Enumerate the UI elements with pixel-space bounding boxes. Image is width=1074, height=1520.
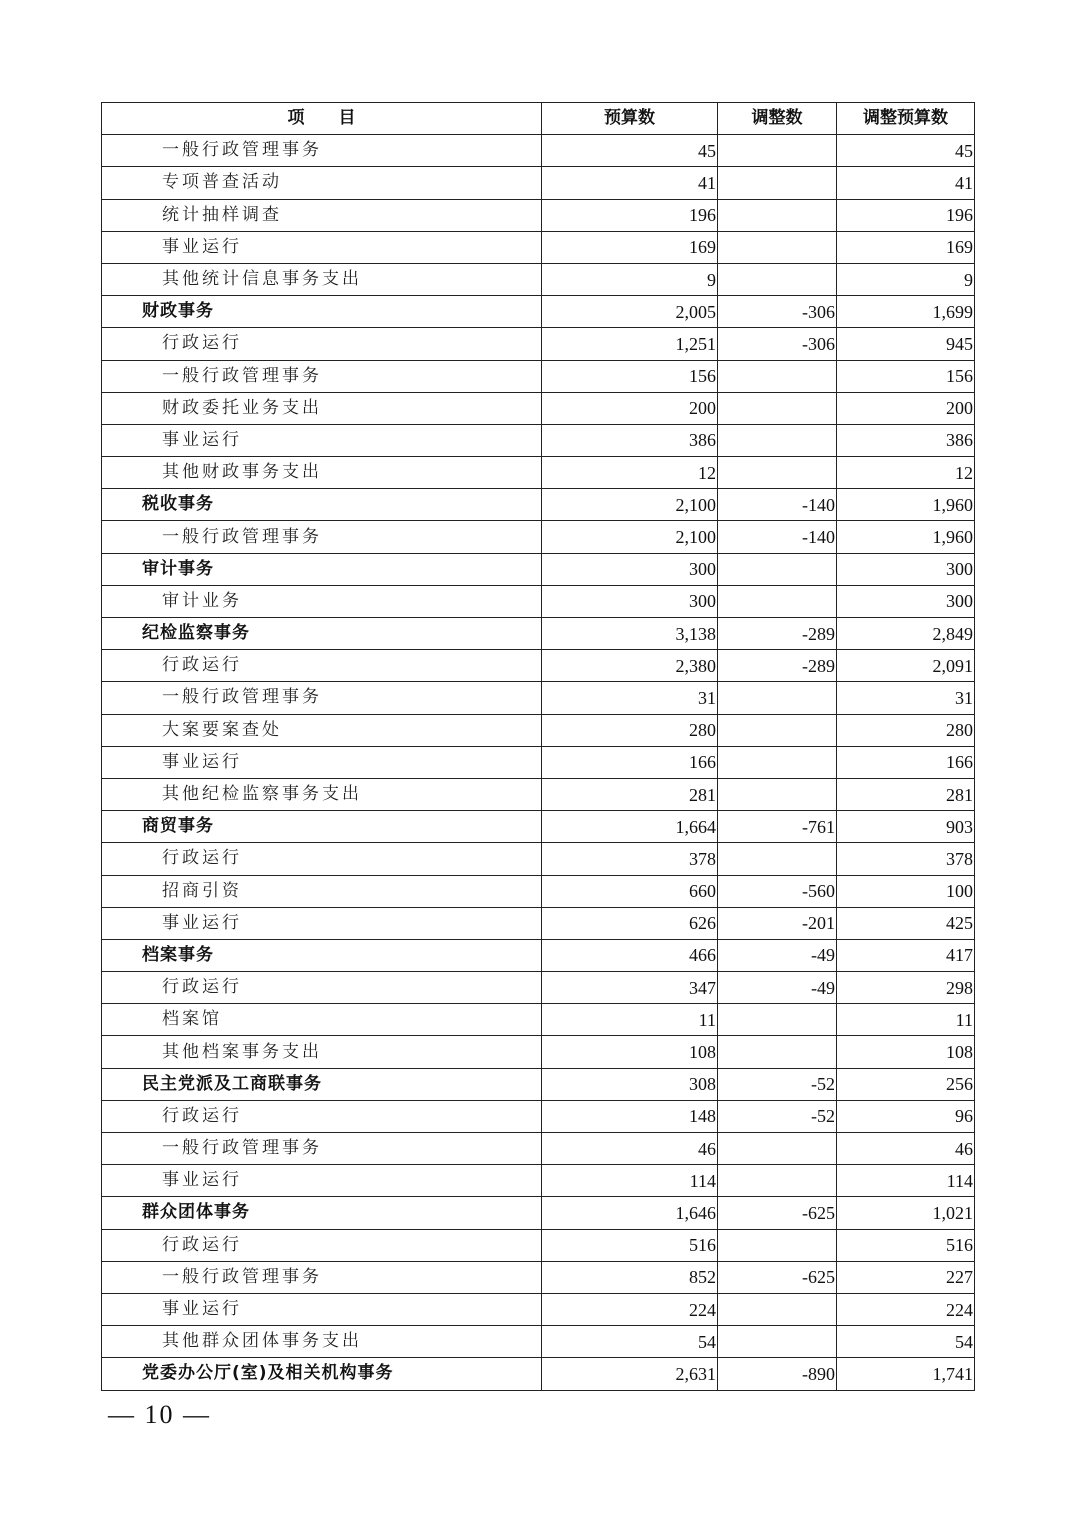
row-item-name: 党委办公厅(室)及相关机构事务: [102, 1358, 542, 1390]
table-row: [102, 778, 975, 810]
table-row: [102, 392, 975, 424]
table-row: [102, 521, 975, 553]
row-adjusted: 378: [837, 843, 975, 875]
row-item-name: 一般行政管理事务: [102, 135, 542, 167]
table-row: [102, 263, 975, 295]
row-adjusted: 256: [837, 1068, 975, 1100]
table-row: [102, 1261, 975, 1293]
row-adjusted: 31: [837, 682, 975, 714]
row-budget: 2,005: [542, 296, 718, 328]
row-adjusted: 1,960: [837, 489, 975, 521]
row-item-name: 行政运行: [102, 972, 542, 1004]
row-adjust: [718, 1004, 837, 1036]
row-item-name: 一般行政管理事务: [102, 682, 542, 714]
row-adjust: [718, 1036, 837, 1068]
row-adjusted: 9: [837, 263, 975, 295]
row-budget: 200: [542, 392, 718, 424]
row-adjusted: 114: [837, 1165, 975, 1197]
row-budget: 852: [542, 1261, 718, 1293]
row-adjusted: 196: [837, 199, 975, 231]
row-adjust: [718, 392, 837, 424]
row-adjust: -761: [718, 811, 837, 843]
table-row: [102, 650, 975, 682]
row-item-name: 税收事务: [102, 489, 542, 521]
row-adjusted: 1,021: [837, 1197, 975, 1229]
row-budget: 300: [542, 553, 718, 585]
row-adjust: -201: [718, 907, 837, 939]
row-adjusted: 903: [837, 811, 975, 843]
budget-table-container: [101, 102, 974, 1391]
row-adjusted: 12: [837, 457, 975, 489]
row-adjust: -49: [718, 939, 837, 971]
header-adjusted: 调整预算数: [837, 103, 975, 135]
row-adjust: [718, 1293, 837, 1325]
table-row: [102, 360, 975, 392]
row-item-name: 事业运行: [102, 746, 542, 778]
row-adjust: [718, 1229, 837, 1261]
row-adjusted: 300: [837, 553, 975, 585]
table-row: [102, 875, 975, 907]
row-adjust: [718, 1133, 837, 1165]
row-adjust: [718, 263, 837, 295]
row-adjust: -625: [718, 1197, 837, 1229]
table-row: [102, 972, 975, 1004]
row-budget: 1,664: [542, 811, 718, 843]
row-adjust: -52: [718, 1100, 837, 1132]
table-header-row: [102, 103, 975, 135]
row-budget: 347: [542, 972, 718, 1004]
row-budget: 169: [542, 231, 718, 263]
table-row: [102, 553, 975, 585]
row-adjust: -289: [718, 618, 837, 650]
row-adjusted: 46: [837, 1133, 975, 1165]
row-budget: 1,251: [542, 328, 718, 360]
row-adjusted: 108: [837, 1036, 975, 1068]
row-budget: 196: [542, 199, 718, 231]
row-adjust: [718, 1165, 837, 1197]
table-row: [102, 1293, 975, 1325]
row-budget: 45: [542, 135, 718, 167]
row-budget: 466: [542, 939, 718, 971]
row-adjust: [718, 714, 837, 746]
table-row: [102, 746, 975, 778]
row-adjust: [718, 199, 837, 231]
row-adjust: [718, 843, 837, 875]
table-row: [102, 907, 975, 939]
table-row: [102, 585, 975, 617]
row-item-name: 商贸事务: [102, 811, 542, 843]
row-item-name: 审计事务: [102, 553, 542, 585]
row-item-name: 一般行政管理事务: [102, 360, 542, 392]
table-row: [102, 1100, 975, 1132]
row-adjusted: 45: [837, 135, 975, 167]
row-adjust: [718, 778, 837, 810]
table-row: [102, 939, 975, 971]
table-row: [102, 296, 975, 328]
table-row: [102, 1326, 975, 1358]
table-row: [102, 424, 975, 456]
row-item-name: 事业运行: [102, 231, 542, 263]
row-adjust: [718, 167, 837, 199]
row-adjusted: 425: [837, 907, 975, 939]
table-row: [102, 231, 975, 263]
table-row: [102, 457, 975, 489]
row-adjusted: 166: [837, 746, 975, 778]
row-item-name: 纪检监察事务: [102, 618, 542, 650]
row-item-name: 专项普查活动: [102, 167, 542, 199]
row-item-name: 财政事务: [102, 296, 542, 328]
table-row: [102, 618, 975, 650]
row-item-name: 大案要案查处: [102, 714, 542, 746]
row-adjust: [718, 553, 837, 585]
table-row: [102, 1133, 975, 1165]
row-item-name: 其他纪检监察事务支出: [102, 778, 542, 810]
table-row: [102, 843, 975, 875]
table-row: [102, 714, 975, 746]
table-row: [102, 1358, 975, 1390]
row-budget: 516: [542, 1229, 718, 1261]
table-row: [102, 811, 975, 843]
row-adjusted: 224: [837, 1293, 975, 1325]
row-adjusted: 200: [837, 392, 975, 424]
table-row: [102, 1197, 975, 1229]
table-row: [102, 1229, 975, 1261]
row-adjust: [718, 1326, 837, 1358]
row-item-name: 一般行政管理事务: [102, 1261, 542, 1293]
table-row: [102, 328, 975, 360]
row-adjusted: 2,091: [837, 650, 975, 682]
row-item-name: 行政运行: [102, 1229, 542, 1261]
row-adjusted: 281: [837, 778, 975, 810]
row-item-name: 档案事务: [102, 939, 542, 971]
row-item-name: 其他统计信息事务支出: [102, 263, 542, 295]
table-row: [102, 199, 975, 231]
row-adjusted: 100: [837, 875, 975, 907]
row-budget: 300: [542, 585, 718, 617]
row-budget: 386: [542, 424, 718, 456]
row-adjusted: 11: [837, 1004, 975, 1036]
row-item-name: 民主党派及工商联事务: [102, 1068, 542, 1100]
row-item-name: 一般行政管理事务: [102, 521, 542, 553]
row-budget: 41: [542, 167, 718, 199]
row-budget: 280: [542, 714, 718, 746]
row-adjusted: 227: [837, 1261, 975, 1293]
row-budget: 46: [542, 1133, 718, 1165]
row-budget: 108: [542, 1036, 718, 1068]
row-adjust: -306: [718, 296, 837, 328]
row-item-name: 行政运行: [102, 650, 542, 682]
row-adjusted: 169: [837, 231, 975, 263]
header-adjust: 调整数: [718, 103, 837, 135]
row-budget: 281: [542, 778, 718, 810]
row-adjust: [718, 360, 837, 392]
table-row: [102, 489, 975, 521]
row-adjust: -49: [718, 972, 837, 1004]
table-row: [102, 1165, 975, 1197]
row-adjusted: 298: [837, 972, 975, 1004]
row-adjusted: 1,741: [837, 1358, 975, 1390]
row-adjusted: 96: [837, 1100, 975, 1132]
row-adjusted: 1,699: [837, 296, 975, 328]
row-adjust: -52: [718, 1068, 837, 1100]
row-budget: 31: [542, 682, 718, 714]
header-item: 项 目: [102, 103, 542, 135]
row-adjust: -625: [718, 1261, 837, 1293]
row-item-name: 行政运行: [102, 1100, 542, 1132]
row-budget: 156: [542, 360, 718, 392]
table-row: [102, 1004, 975, 1036]
page-number: — 10 —: [108, 1400, 211, 1429]
row-budget: 378: [542, 843, 718, 875]
row-item-name: 其他档案事务支出: [102, 1036, 542, 1068]
row-adjust: [718, 682, 837, 714]
row-budget: 2,100: [542, 489, 718, 521]
row-budget: 114: [542, 1165, 718, 1197]
row-adjusted: 945: [837, 328, 975, 360]
row-item-name: 档案馆: [102, 1004, 542, 1036]
row-budget: 2,380: [542, 650, 718, 682]
row-budget: 224: [542, 1293, 718, 1325]
row-budget: 2,100: [542, 521, 718, 553]
row-item-name: 行政运行: [102, 328, 542, 360]
row-item-name: 行政运行: [102, 843, 542, 875]
row-item-name: 统计抽样调查: [102, 199, 542, 231]
row-adjust: -289: [718, 650, 837, 682]
row-item-name: 事业运行: [102, 907, 542, 939]
row-item-name: 审计业务: [102, 585, 542, 617]
table-row: [102, 1068, 975, 1100]
row-adjusted: 516: [837, 1229, 975, 1261]
table-row: [102, 135, 975, 167]
row-adjust: [718, 746, 837, 778]
row-item-name: 群众团体事务: [102, 1197, 542, 1229]
row-adjusted: 280: [837, 714, 975, 746]
row-item-name: 其他财政事务支出: [102, 457, 542, 489]
row-item-name: 一般行政管理事务: [102, 1133, 542, 1165]
row-adjust: -140: [718, 521, 837, 553]
row-adjust: -140: [718, 489, 837, 521]
row-item-name: 事业运行: [102, 1165, 542, 1197]
table-body: [102, 135, 975, 1390]
table-row: [102, 1036, 975, 1068]
table-row: [102, 167, 975, 199]
header-budget: 预算数: [542, 103, 718, 135]
row-budget: 308: [542, 1068, 718, 1100]
row-item-name: 财政委托业务支出: [102, 392, 542, 424]
row-budget: 660: [542, 875, 718, 907]
row-budget: 11: [542, 1004, 718, 1036]
row-adjusted: 2,849: [837, 618, 975, 650]
row-budget: 1,646: [542, 1197, 718, 1229]
row-budget: 9: [542, 263, 718, 295]
row-adjusted: 386: [837, 424, 975, 456]
row-item-name: 其他群众团体事务支出: [102, 1326, 542, 1358]
row-adjust: [718, 231, 837, 263]
row-adjust: [718, 135, 837, 167]
row-budget: 148: [542, 1100, 718, 1132]
row-item-name: 事业运行: [102, 424, 542, 456]
row-adjust: -306: [718, 328, 837, 360]
row-adjust: [718, 457, 837, 489]
row-budget: 54: [542, 1326, 718, 1358]
row-adjust: -560: [718, 875, 837, 907]
row-budget: 12: [542, 457, 718, 489]
row-adjusted: 41: [837, 167, 975, 199]
row-adjusted: 156: [837, 360, 975, 392]
row-budget: 626: [542, 907, 718, 939]
row-adjusted: 417: [837, 939, 975, 971]
row-item-name: 招商引资: [102, 875, 542, 907]
row-budget: 2,631: [542, 1358, 718, 1390]
row-adjust: [718, 585, 837, 617]
row-adjusted: 300: [837, 585, 975, 617]
row-item-name: 事业运行: [102, 1293, 542, 1325]
row-adjust: -890: [718, 1358, 837, 1390]
row-adjusted: 54: [837, 1326, 975, 1358]
row-budget: 166: [542, 746, 718, 778]
row-budget: 3,138: [542, 618, 718, 650]
row-adjust: [718, 424, 837, 456]
table-row: [102, 682, 975, 714]
row-adjusted: 1,960: [837, 521, 975, 553]
budget-table: [101, 102, 975, 1391]
